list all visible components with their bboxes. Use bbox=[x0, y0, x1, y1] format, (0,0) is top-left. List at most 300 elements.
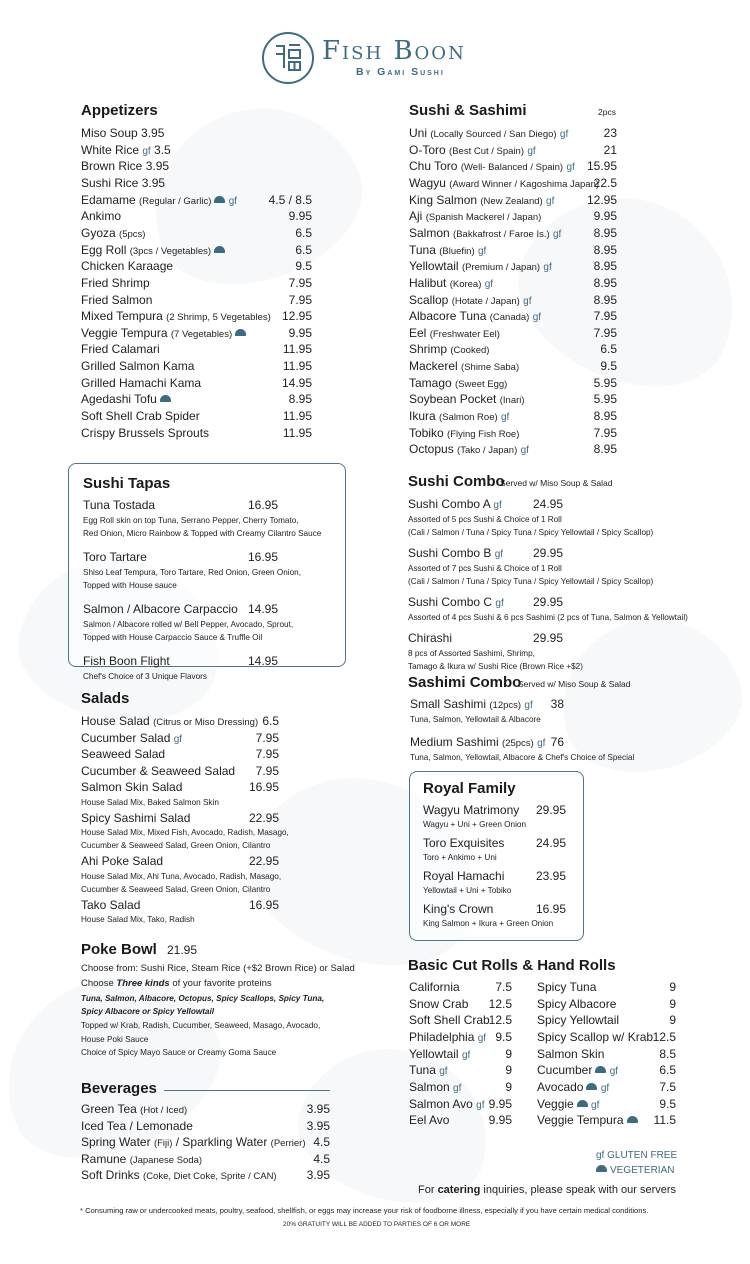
item-detail: (Best Cut / Spain) bbox=[449, 145, 525, 157]
item-name: Edamame bbox=[81, 192, 136, 207]
menu-item bbox=[83, 549, 278, 566]
item-name: Veggie Tempura bbox=[81, 325, 168, 340]
item-price: 14.95 bbox=[281, 375, 312, 390]
item-name: Chirashi bbox=[408, 631, 453, 645]
item-description: Tuna, Salmon, Yellowtail, Albacore & Chef's Choice of Special bbox=[410, 753, 635, 762]
menu-item bbox=[537, 979, 676, 996]
item-name: Yellowtail bbox=[409, 1046, 459, 1061]
gluten-free-tag: gf bbox=[500, 412, 510, 424]
item-price: 4.5 bbox=[313, 1135, 330, 1150]
item-name-group bbox=[83, 549, 147, 566]
gluten-free-tag: gf bbox=[532, 312, 542, 324]
item-price: 14.95 bbox=[247, 654, 278, 668]
menu-item bbox=[83, 653, 278, 670]
gluten-free-tag: gf bbox=[553, 228, 562, 240]
item-name: Royal Hamachi bbox=[423, 869, 505, 883]
beverages-title: Beverages bbox=[81, 1080, 157, 1097]
item-detail: (Coke, Diet Coke, Sprite / CAN) bbox=[143, 1171, 277, 1183]
item-price: 8.95 bbox=[593, 225, 617, 240]
vegetarian-icon bbox=[596, 1165, 607, 1172]
item-price: 3.95 bbox=[145, 159, 170, 174]
menu-item bbox=[537, 1079, 676, 1096]
item-detail: (12pcs) bbox=[489, 700, 522, 711]
item-price: 7.95 bbox=[255, 730, 279, 745]
gluten-free-tag: gf bbox=[559, 129, 569, 140]
menu-item bbox=[81, 325, 312, 342]
item-name: Albacore Tuna bbox=[409, 309, 487, 324]
menu-item bbox=[409, 158, 617, 175]
menu-item bbox=[409, 258, 617, 275]
item-name: White Rice bbox=[81, 142, 140, 157]
menu-item bbox=[409, 1112, 512, 1129]
menu-item bbox=[81, 192, 312, 209]
gluten-free-tag: gf bbox=[546, 195, 555, 207]
gratuity-note: 20% GRATUITY WILL BE ADDED TO PARTIES OF 6 OR MORE bbox=[283, 1221, 471, 1228]
item-price: 3.95 bbox=[306, 1102, 330, 1116]
item-price: 3.95 bbox=[141, 126, 165, 140]
item-price: 16.95 bbox=[535, 902, 566, 916]
menu-item bbox=[81, 730, 279, 747]
gluten-free-tag: gf bbox=[524, 700, 533, 711]
rolls-title: Basic Cut Rolls & Hand Rolls bbox=[408, 957, 616, 974]
legend-vegetarian bbox=[596, 1165, 674, 1176]
item-name: Seaweed Salad bbox=[81, 747, 166, 762]
item-name: Uni bbox=[409, 126, 428, 140]
menu-item bbox=[409, 996, 512, 1013]
gluten-free-tag: gf bbox=[537, 738, 546, 749]
item-name-group bbox=[81, 853, 163, 870]
item-name: King Salmon bbox=[409, 192, 478, 207]
item-price: 29.95 bbox=[535, 803, 566, 817]
vegetarian-icon bbox=[586, 1083, 597, 1090]
menu-item bbox=[423, 868, 566, 885]
item-name-group bbox=[409, 979, 460, 996]
header bbox=[0, 28, 750, 88]
item-name-group bbox=[83, 601, 238, 618]
gluten-free-tag: gf bbox=[600, 1082, 610, 1094]
item-price: 16.95 bbox=[248, 897, 279, 912]
menu-item bbox=[408, 545, 563, 562]
gluten-free-tag: gf bbox=[476, 1099, 485, 1111]
item-price: 7.95 bbox=[593, 325, 617, 340]
item-name: Chicken Karaage bbox=[81, 259, 174, 274]
item-price: 9 bbox=[505, 1063, 512, 1078]
menu-item bbox=[410, 696, 564, 713]
item-description: House Salad Mix, Tako, Radish bbox=[81, 915, 195, 925]
menu-item bbox=[409, 1079, 512, 1096]
item-description: Assorted of 4 pcs Sushi & 6 pcs Sashimi (2 pcs of Tuna, Salmon & Yellowtail) bbox=[408, 613, 688, 622]
item-detail: (Sweet Egg) bbox=[455, 378, 508, 390]
menu-item bbox=[409, 142, 617, 159]
menu-item bbox=[81, 308, 312, 325]
item-price: 7.95 bbox=[288, 292, 312, 307]
item-description: Yellowtail + Uni + Tobiko bbox=[423, 886, 512, 895]
poke-toppings: Choice of Spicy Mayo Sauce or Creamy Goma Sauce bbox=[81, 1048, 277, 1057]
item-name: Octopus bbox=[409, 442, 454, 457]
item-name: Snow Crab bbox=[409, 996, 469, 1011]
item-detail: (Well- Balanced / Spain) bbox=[460, 162, 564, 174]
item-name: Tuna Tostada bbox=[83, 498, 156, 512]
menu-item bbox=[81, 258, 312, 275]
menu-item bbox=[537, 1046, 676, 1063]
item-name-group bbox=[537, 979, 596, 996]
item-name: Mixed Tempura bbox=[81, 309, 163, 324]
menu-item bbox=[409, 175, 617, 192]
item-name-group bbox=[537, 996, 616, 1013]
item-description: Tamago & Ikura w/ Sushi Rice (Brown Rice +$2) bbox=[408, 662, 583, 671]
item-detail: (Hot / Iced) bbox=[140, 1105, 188, 1116]
item-name-group bbox=[81, 208, 121, 225]
item-price: 8.95 bbox=[593, 409, 617, 424]
item-price: 6.5 bbox=[295, 225, 312, 240]
item-name-group bbox=[537, 1112, 638, 1129]
item-price: 11.95 bbox=[282, 342, 312, 357]
menu-item bbox=[409, 1096, 512, 1113]
item-name: Sushi Combo B bbox=[408, 546, 492, 560]
item-price: 6.5 bbox=[659, 1063, 676, 1078]
salads-title: Salads bbox=[81, 690, 130, 707]
item-detail: (Shime Saba) bbox=[461, 362, 520, 374]
item-detail: (3pcs / Vegetables) bbox=[129, 245, 212, 257]
menu-item bbox=[409, 358, 617, 375]
gluten-free-tag: gf bbox=[453, 1082, 462, 1094]
item-detail: (Bluefin) bbox=[439, 245, 475, 257]
item-price: 9.95 bbox=[488, 1113, 512, 1128]
item-name-group bbox=[408, 545, 503, 564]
item-name: Ahi Poke Salad bbox=[81, 854, 164, 869]
menu-item bbox=[81, 408, 312, 425]
vegetarian-icon bbox=[160, 395, 171, 402]
item-price: 12.5 bbox=[652, 1029, 676, 1044]
menu-item bbox=[409, 1012, 512, 1029]
item-price: 9.95 bbox=[288, 209, 312, 224]
item-name: Fried Shrimp bbox=[81, 275, 150, 290]
item-name-group bbox=[81, 258, 173, 275]
item-name: Salmon Skin bbox=[537, 1046, 605, 1061]
sushi-sashimi-title: Sushi & Sashimi bbox=[409, 102, 527, 119]
poke-toppings: Topped w/ Krab, Radish, Cucumber, Seaweed, Masago, Avocado, bbox=[81, 1021, 321, 1030]
item-name: Ankimo bbox=[81, 209, 122, 224]
item-detail: (25pcs) bbox=[502, 738, 534, 749]
menu-item bbox=[409, 225, 617, 242]
item-name-group bbox=[81, 763, 235, 780]
poke-line-2-post: of your favorite proteins bbox=[169, 978, 272, 989]
item-price: 7.95 bbox=[255, 747, 279, 762]
legend-gluten-free: gf GLUTEN FREE bbox=[596, 1150, 678, 1161]
item-name-group bbox=[409, 1112, 449, 1129]
item-name: Spicy Tuna bbox=[537, 980, 597, 994]
menu-item bbox=[81, 1167, 330, 1184]
item-name: Salmon bbox=[409, 1079, 450, 1094]
item-name: Egg Roll bbox=[81, 242, 127, 257]
menu-item bbox=[409, 391, 617, 408]
item-price: 29.95 bbox=[532, 631, 563, 645]
item-detail: (Tako / Japan) bbox=[457, 445, 518, 457]
item-description: King Salmon + Ikura + Green Onion bbox=[423, 919, 554, 928]
item-name-group bbox=[81, 275, 150, 292]
item-price: 9 bbox=[505, 1046, 512, 1061]
item-price: 7.5 bbox=[659, 1079, 676, 1094]
menu-item bbox=[537, 1096, 676, 1113]
item-name: Soft Drinks bbox=[81, 1168, 140, 1183]
item-price: 8.95 bbox=[288, 392, 312, 407]
item-name: Eel bbox=[409, 325, 427, 340]
item-description: Assorted of 5 pcs Sushi & Choice of 1 Roll bbox=[408, 515, 562, 524]
menu-item bbox=[81, 358, 312, 375]
menu-item bbox=[81, 779, 279, 796]
item-price: 8.95 bbox=[593, 242, 617, 257]
menu-item bbox=[423, 901, 566, 918]
item-price: 9 bbox=[669, 1013, 676, 1028]
item-detail: (Canada) bbox=[489, 312, 530, 324]
menu-item bbox=[423, 835, 566, 852]
item-name-group bbox=[81, 1118, 193, 1135]
poke-proteins: Spicy Albacore or Spicy Yellowtail bbox=[81, 1007, 215, 1016]
item-price: 3.95 bbox=[141, 175, 166, 190]
item-price: 9.5 bbox=[600, 359, 617, 374]
item-name: Soybean Pocket bbox=[409, 392, 497, 407]
item-name: Fish Boon Flight bbox=[83, 654, 170, 668]
item-description: Tuna, Salmon, Yellowtail & Albacore bbox=[410, 715, 541, 724]
item-price: 23.95 bbox=[535, 869, 566, 883]
vegetarian-icon bbox=[214, 246, 225, 253]
item-name: Cucumber Salad bbox=[81, 730, 171, 745]
legend-vegetarian-label: VEGETERIAN bbox=[610, 1165, 675, 1176]
item-name: Tuna bbox=[409, 1063, 436, 1078]
item-name: Veggie Tempura bbox=[537, 1113, 624, 1128]
menu-item bbox=[81, 125, 312, 142]
item-price: 4.5 bbox=[313, 1151, 330, 1166]
item-description: Cucumber & Seaweed Salad, Green Onion, Cilantro bbox=[81, 884, 271, 894]
item-name: Medium Sashimi bbox=[410, 735, 499, 749]
item-price: 3.5 bbox=[154, 142, 171, 157]
item-description: Cucumber & Seaweed Salad, Green Onion, Cilantro bbox=[81, 841, 271, 851]
item-name: Chu Toro bbox=[409, 159, 458, 174]
item-price: 3.95 bbox=[306, 1168, 330, 1183]
item-name: Avocado bbox=[537, 1079, 584, 1094]
item-description: 8 pcs of Assorted Sashimi, Shrimp, bbox=[408, 649, 535, 658]
menu-item bbox=[409, 1046, 512, 1063]
menu-item bbox=[409, 275, 617, 292]
poke-line-2 bbox=[81, 977, 272, 990]
poke-bowl-price: 21.95 bbox=[167, 943, 198, 957]
item-name: Spicy Albacore bbox=[537, 996, 617, 1011]
poke-line-1: Choose from: Sushi Rice, Steam Rice (+$2 Brown Rice) or Salad bbox=[81, 963, 355, 974]
item-name-group bbox=[81, 341, 160, 358]
item-name: Green Tea bbox=[81, 1102, 137, 1116]
gluten-free-tag: gf bbox=[494, 549, 504, 560]
item-name: Fried Salmon bbox=[81, 292, 153, 307]
menu-item bbox=[81, 158, 312, 175]
item-price: 23 bbox=[603, 126, 617, 140]
item-detail: (Fiji) bbox=[153, 1138, 173, 1150]
item-name: King's Crown bbox=[423, 902, 494, 916]
item-name-group bbox=[409, 441, 529, 460]
item-detail: (Locally Sourced / San Diego) bbox=[430, 129, 557, 140]
item-name-group bbox=[408, 630, 452, 647]
item-price: 9 bbox=[669, 996, 676, 1011]
menu-item bbox=[81, 763, 279, 780]
item-name: Cucumber & Seaweed Salad bbox=[81, 763, 236, 778]
item-name: Salmon / Albacore Carpaccio bbox=[83, 602, 238, 616]
item-name-group bbox=[537, 1012, 619, 1029]
item-name: O-Toro bbox=[409, 142, 446, 157]
menu-item bbox=[81, 391, 312, 408]
item-description: House Salad Mix, Ahi Tuna, Avocado, Radish, Masago, bbox=[81, 871, 282, 881]
item-description: Chef's Choice of 3 Unique Flavors bbox=[83, 672, 207, 681]
gluten-free-tag: gf bbox=[477, 245, 487, 257]
gluten-free-tag: gf bbox=[566, 162, 575, 174]
disclaimer: * Consuming raw or undercooked meats, poultry, seafood, shellfish, or eggs may increase your risk of foodborne illness, especially if you have certain medical conditions. bbox=[80, 1206, 649, 1215]
item-name-group bbox=[537, 1029, 653, 1046]
gluten-free-tag: gf bbox=[228, 195, 238, 207]
item-name: Tako Salad bbox=[81, 897, 141, 912]
gluten-free-tag: gf bbox=[484, 278, 494, 290]
menu-item bbox=[83, 601, 278, 618]
item-price: 7.95 bbox=[593, 425, 617, 440]
item-name-group bbox=[409, 996, 468, 1013]
item-name: Scallop bbox=[409, 292, 449, 307]
item-price: 22.95 bbox=[248, 854, 279, 869]
menu-item bbox=[81, 142, 312, 159]
item-name-group bbox=[81, 897, 140, 914]
menu-item bbox=[81, 810, 279, 827]
item-name-group bbox=[81, 175, 165, 192]
item-detail: (Flying Fish Roe) bbox=[447, 428, 520, 440]
menu-item bbox=[537, 1062, 676, 1079]
menu-item bbox=[409, 125, 617, 142]
item-detail: (Freshwater Eel) bbox=[429, 328, 500, 340]
menu-item bbox=[81, 242, 312, 259]
item-name-group bbox=[81, 358, 194, 375]
item-price: 12.95 bbox=[586, 192, 617, 207]
item-name: Mackerel bbox=[409, 359, 458, 374]
item-detail: (Premium / Japan) bbox=[461, 262, 541, 274]
item-name-group bbox=[81, 408, 200, 425]
item-price: 16.95 bbox=[247, 498, 278, 512]
item-price: 12.5 bbox=[488, 1013, 512, 1028]
gluten-free-tag: gf bbox=[520, 445, 529, 457]
vegetarian-icon bbox=[627, 1116, 638, 1123]
vegetarian-icon bbox=[235, 329, 246, 336]
item-name: Agedashi Tofu bbox=[81, 392, 157, 407]
item-price: 9.5 bbox=[659, 1096, 676, 1111]
item-name: Fried Calamari bbox=[81, 342, 160, 357]
item-price: 9.5 bbox=[295, 259, 312, 274]
item-description: Toro + Ankimo + Uni bbox=[423, 853, 497, 862]
item-price: 8.95 bbox=[593, 275, 617, 290]
item-name-group bbox=[423, 868, 504, 885]
item-name: Gyoza bbox=[81, 225, 116, 240]
item-price: 6.5 bbox=[295, 242, 312, 257]
item-price: 11.95 bbox=[282, 359, 312, 374]
menu-item bbox=[409, 979, 512, 996]
item-name: Brown Rice bbox=[81, 159, 143, 174]
gluten-free-tag: gf bbox=[523, 295, 532, 307]
vegetarian-icon bbox=[214, 196, 225, 203]
item-price: 3.95 bbox=[306, 1118, 330, 1133]
menu-item bbox=[409, 408, 617, 425]
item-price: 7.95 bbox=[255, 763, 279, 778]
menu-item bbox=[81, 746, 279, 763]
item-price: 9.95 bbox=[593, 209, 617, 224]
item-description: Wagyu + Uni + Green Onion bbox=[423, 820, 527, 829]
item-name: Toro Tartare bbox=[83, 550, 147, 564]
item-detail-extra: (Perrier) bbox=[270, 1138, 306, 1150]
item-name-group bbox=[81, 292, 152, 309]
item-name-group bbox=[83, 497, 155, 514]
item-price: 8.95 bbox=[593, 442, 617, 457]
item-name-group bbox=[83, 653, 170, 670]
sashimi-combo-title-note: Served w/ Miso Soup & Salad bbox=[518, 679, 631, 689]
item-name-group bbox=[423, 901, 493, 918]
menu-item bbox=[537, 996, 676, 1013]
item-detail: (Inari) bbox=[499, 395, 525, 407]
item-name: Cucumber bbox=[537, 1063, 593, 1078]
menu-item bbox=[81, 275, 312, 292]
item-price: 9.95 bbox=[488, 1096, 512, 1111]
item-price: 5.95 bbox=[593, 392, 617, 407]
sushi-combo-title-note: Served w/ Miso Soup & Salad bbox=[500, 478, 613, 488]
sushi-sashimi-title-note: 2pcs bbox=[598, 107, 616, 117]
item-price: 22.95 bbox=[248, 810, 279, 825]
item-detail: (Hotate / Japan) bbox=[451, 295, 520, 307]
item-price: 11.95 bbox=[282, 425, 312, 440]
item-price: 29.95 bbox=[532, 595, 563, 609]
item-price: 14.95 bbox=[247, 602, 278, 616]
item-detail: (Cooked) bbox=[450, 345, 490, 357]
menu-item bbox=[409, 308, 617, 325]
item-price: 9 bbox=[505, 1079, 512, 1094]
menu-item bbox=[537, 1029, 676, 1046]
item-name-group bbox=[81, 779, 182, 796]
item-price: 24.95 bbox=[535, 836, 566, 850]
royal-family-title: Royal Family bbox=[423, 780, 516, 797]
item-description: Egg Roll skin on top Tuna, Serrano Pepper, Cherry Tomato, bbox=[83, 516, 299, 525]
poke-line-2-pre: Choose bbox=[81, 978, 117, 989]
menu-item bbox=[537, 1112, 676, 1129]
item-name-group bbox=[410, 696, 533, 715]
item-name-group bbox=[423, 802, 519, 819]
gluten-free-tag: gf bbox=[477, 1032, 487, 1044]
menu-item bbox=[408, 594, 563, 611]
item-name-group bbox=[81, 425, 209, 442]
item-name: Halibut bbox=[409, 275, 447, 290]
item-name: Eel Avo bbox=[409, 1113, 450, 1128]
item-name-group bbox=[81, 746, 165, 763]
menu-item bbox=[83, 497, 278, 514]
gluten-free-tag: gf bbox=[543, 262, 552, 274]
item-name: Spicy Yellowtail bbox=[537, 1013, 620, 1028]
item-name: Spring Water bbox=[81, 1135, 151, 1150]
item-name: Wagyu bbox=[409, 175, 446, 190]
item-description: Topped with House Carpaccio Sauce & Truffle Oil bbox=[83, 633, 263, 642]
menu-item bbox=[81, 225, 312, 242]
menu-item bbox=[81, 897, 279, 914]
item-description: Shiso Leaf Tempura, Toro Tartare, Red Onion, Green Onion, bbox=[83, 568, 301, 577]
menu-item bbox=[409, 242, 617, 259]
gluten-free-tag: gf bbox=[439, 1066, 448, 1078]
sushi-tapas-title: Sushi Tapas bbox=[83, 475, 171, 492]
item-price: 16.95 bbox=[247, 550, 278, 564]
item-price: 6.5 bbox=[600, 342, 617, 357]
gluten-free-tag: gf bbox=[173, 733, 183, 745]
item-name: Iced Tea / Lemonade bbox=[81, 1118, 193, 1133]
item-name: Soft Shell Crab bbox=[409, 1013, 490, 1028]
item-name: Tamago bbox=[409, 375, 452, 390]
poke-proteins: Tuna, Salmon, Albacore, Octopus, Spicy Scallops, Spicy Tuna, bbox=[81, 994, 325, 1003]
item-price: 12.5 bbox=[488, 996, 512, 1011]
